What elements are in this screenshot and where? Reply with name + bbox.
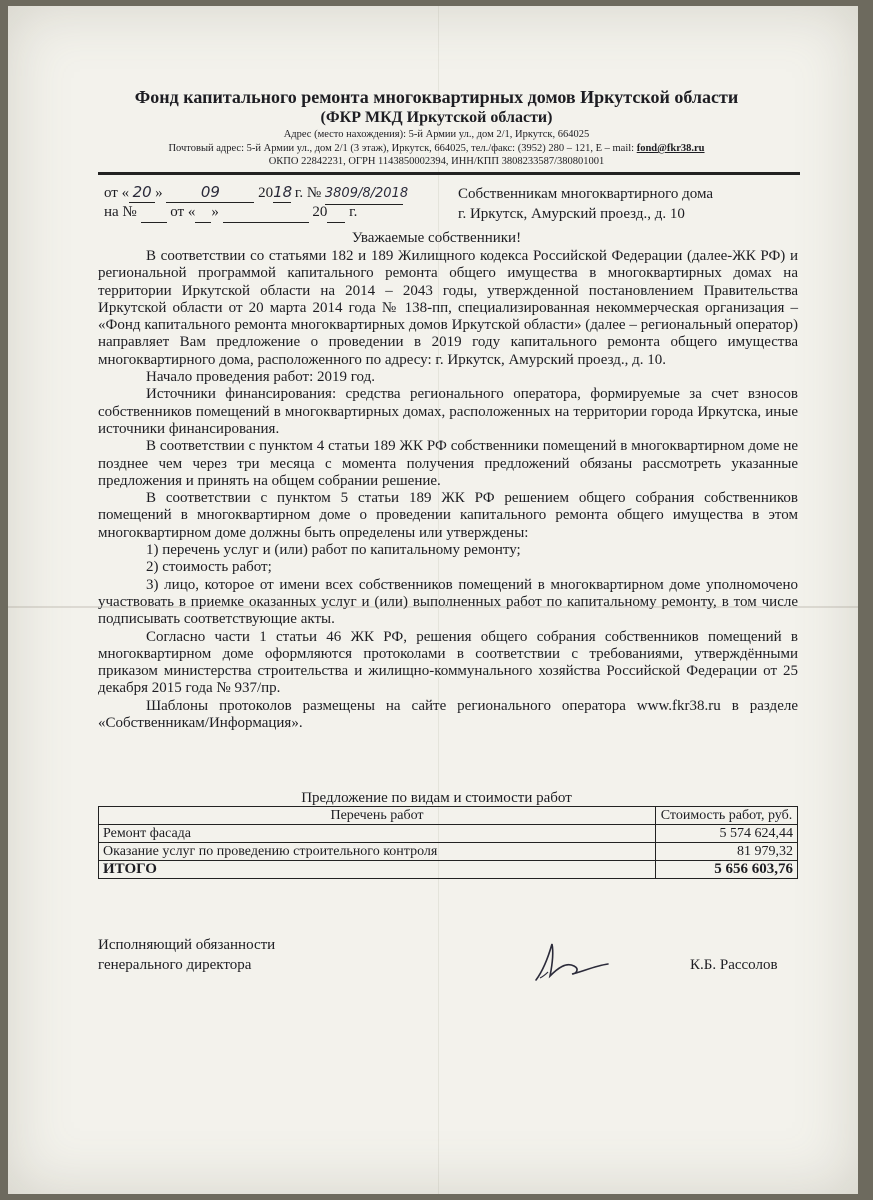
work-cost: 5 574 624,44 [656,825,798,843]
year-prefix: 20 [258,185,274,201]
column-header-cost: Стоимость работ, руб. [656,807,798,825]
list-item-2: 2) стоимость работ; [146,559,272,576]
email-link[interactable]: fond@fkr38.ru [636,143,705,154]
reply-date-quote: » [211,204,219,220]
table-header-row [99,807,798,825]
organization-postal [0,142,873,156]
total-label: ИТОГО [99,861,656,879]
reply-to-line [104,202,357,223]
paragraph-3: Источники финансирования: средства регионального оператора, формируемые за счет взносов собственников помещений в многоквартирных домах, расположенных на территории города Иркутска, иные источники финансирования. [98,386,798,437]
work-cost: 81 979,32 [656,843,798,861]
paragraph-6: Согласно части 1 статьи 46 ЖК РФ, решения общего собрания собственников помещений в многоквартирном доме оформляются протоколами в соответствии с требованиями, утверждёнными приказом министерства строительства и жилищно-коммунального хозяйства Российской Федерации от 25 декабря 2015 года № 937/пр. [98,628,798,697]
date-year: 18 [273,183,293,201]
organization-short-name: (ФКР МКД Иркутской области) [320,109,553,126]
date-month: 09 [166,182,254,203]
total-cost: 5 656 603,76 [656,861,798,879]
signatory-position [98,935,275,975]
date-quote: » [155,185,163,201]
paragraph-4: В соответствии с пунктом 4 статьи 189 ЖК РФ собственники помещений в многоквартирном доме не позднее чем через три месяца с момента получения предложений обязаны рассмотреть указанные предложения и принять на общем собрании решение. [98,438,798,489]
recipient-block [458,184,713,224]
position-line-2: генерального директора [98,957,252,973]
position-line-1: Исполняющий обязанности [98,937,276,953]
header-divider [98,172,800,175]
organization-registration: ОКПО 22842231, ОГРН 1143850002394, ИНН/КПП 3808233587/380801001 [268,156,605,167]
paragraph-2: Начало проведения работ: 2019 год. [146,369,375,386]
paragraph-1: В соответствии со статьями 182 и 189 Жилищного кодекса Российской Федерации (далее-ЖК РФ) и региональной программой капитального ремонта общего имущества в многоквартирных домах на территории Иркутской области на 2014 – 2043 годы, утвержденной постановлением Правительства Иркутской области от 20 марта 2014 года № 138-пп, специализированная некоммерческая организация – «Фонд капитального ремонта многоквартирных домов Иркутской области» (далее – региональный оператор) направляет Вам предложение о проведении в 2019 году капитального ремонта общего имущества многоквартирного дома, расположенного по адресу: г. Иркутск, Амурский проезд., д. 10. [98,248,798,368]
organization-address: Адрес (место нахождения): 5-й Армии ул., дом 2/1, Иркутск, 664025 [283,129,590,140]
reply-year-prefix: 20 [312,204,328,220]
reply-year-suffix: г. [349,204,358,220]
paragraph-5: В соответствии с пунктом 5 статьи 189 ЖК РФ решением общего собрания собственников помещений в многоквартирном доме о проведении капитального ремонта общего имущества в этом многоквартирном доме должны быть определены или утверждены: [98,490,798,541]
table-total-row [99,861,798,879]
recipient-line-1: Собственникам многоквартирного дома [458,186,714,202]
list-item-1: 1) перечень услуг и (или) работ по капитальному ремонту; [146,542,521,559]
handwritten-signature [532,936,612,986]
table-row [99,843,798,861]
reply-number-label: на № [104,204,137,220]
work-name: Оказание услуг по проведению строительного контроля [99,843,656,861]
number-label: г. № [294,185,322,201]
table-row [99,825,798,843]
reply-date-prefix: от « [170,204,196,220]
work-name: Ремонт фасада [99,825,656,843]
works-cost-table [98,806,798,879]
organization-title: Фонд капитального ремонта многоквартирных домов Иркутской области [134,87,739,107]
outgoing-number: 3809/8/2018 [325,184,403,205]
postal-address-text: Почтовый адрес: 5-й Армии ул., дом 2/1 (3 этаж), Иркутск, 664025, тел./факс: (3952) 280 – 121, E – mail: [168,143,635,154]
recipient-line-2: г. Иркутск, Амурский проезд., д. 10 [458,206,685,222]
signatory-name: К.Б. Рассолов [690,957,778,973]
date-prefix: от « [104,185,130,201]
paragraph-7: Шаблоны протоколов размещены на сайте регионального оператора www.fkr38.ru в разделе «Собственникам/Информация». [98,697,798,732]
column-header-works: Перечень работ [99,807,656,825]
greeting: Уважаемые собственники! [351,230,522,246]
table-caption: Предложение по видам и стоимости работ [301,790,572,806]
date-day: 20 [129,182,155,203]
letter-body [98,248,798,732]
list-item-3: 3) лицо, которое от имени всех собственников помещений в многоквартирном доме уполномочено участвовать в приемке оказанных услуг и (или) выполненных работ по капитальному ремонту, в том числе подписывать соответствующие акты. [98,576,798,628]
